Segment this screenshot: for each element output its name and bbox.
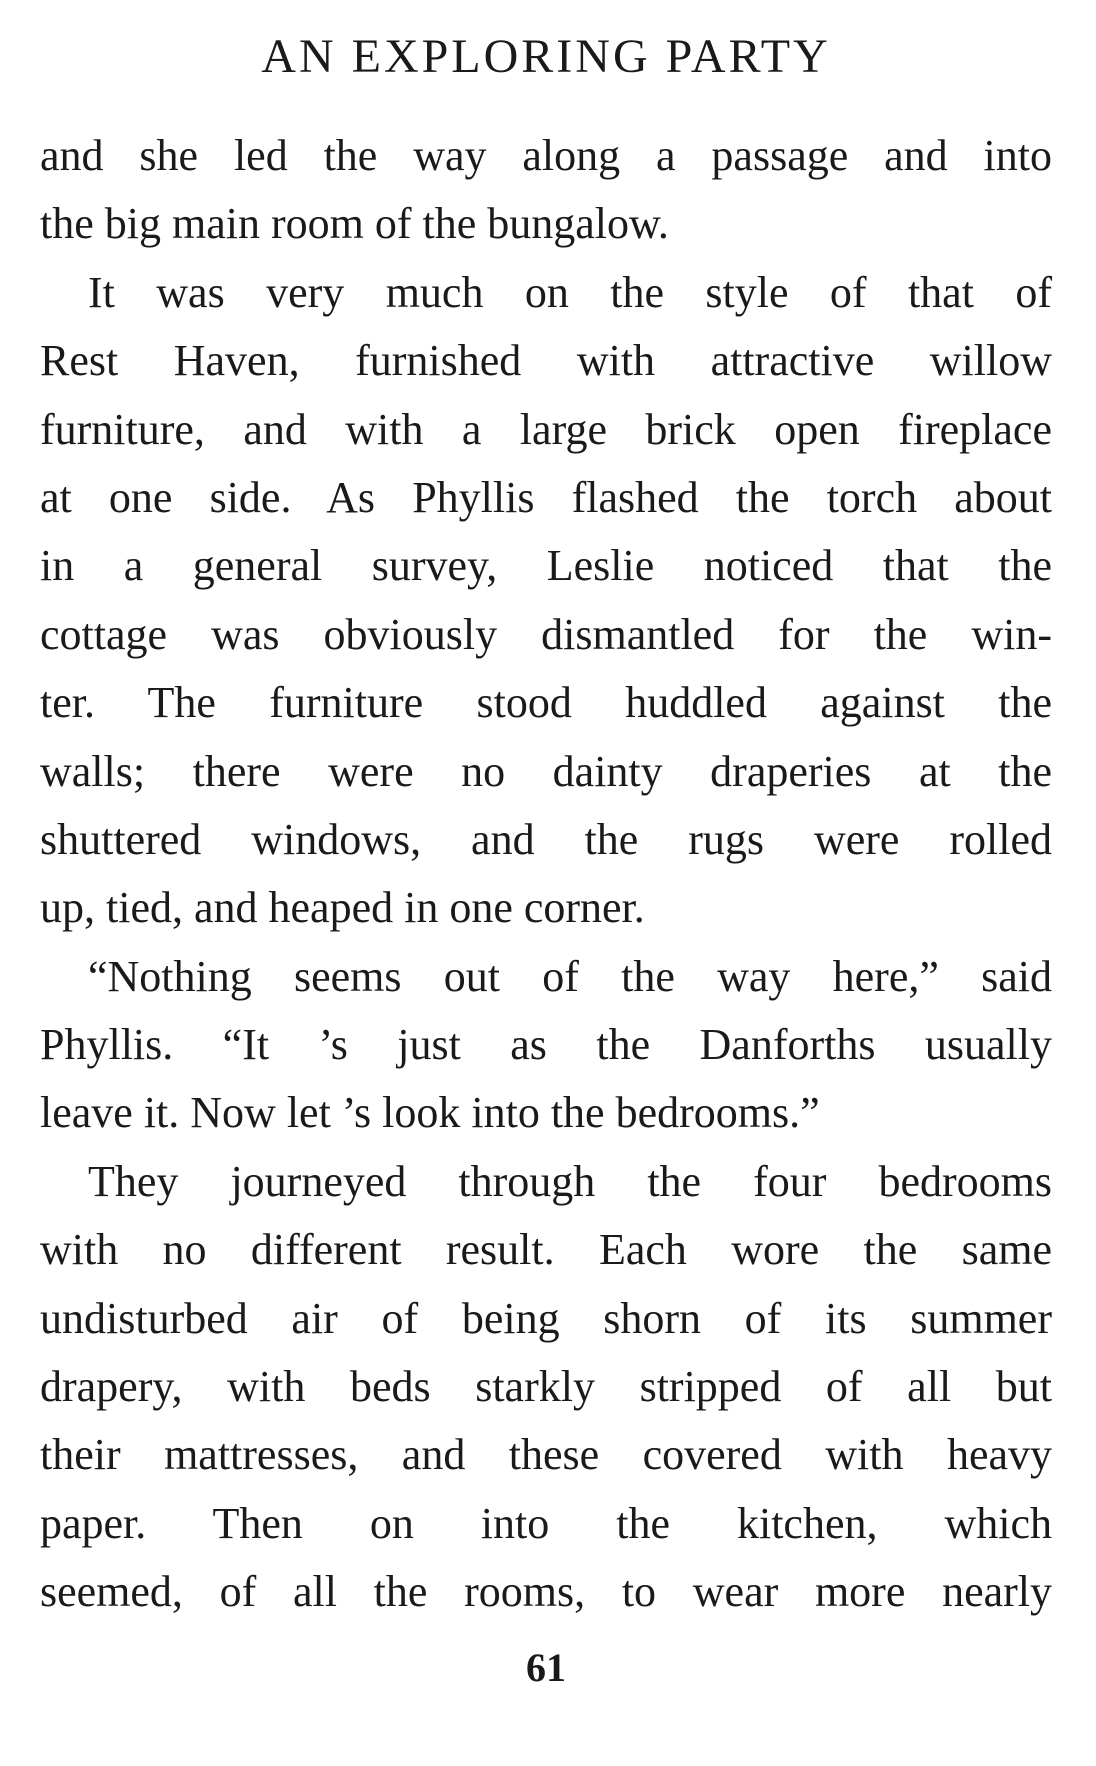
text-line: furniture, and with a large brick open fireplace <box>40 404 1052 454</box>
text-line: Rest Haven, furnished with attractive willow <box>40 336 1052 386</box>
text-line: leave it. Now let ’s look into the bedrooms.” <box>40 1088 820 1138</box>
text-line: in a general survey, Leslie noticed that the <box>40 541 1052 591</box>
text-line: shuttered windows, and the rugs were rolled <box>40 814 1052 864</box>
text-line: with no different result. Each wore the same <box>40 1225 1052 1275</box>
book-page <box>40 0 1052 1766</box>
body-text <box>40 122 1052 1627</box>
text-line: and she led the way along a passage and into <box>40 131 1052 180</box>
text-line: It was very much on the style of that of <box>88 267 1052 317</box>
running-head: AN EXPLORING PARTY <box>261 30 831 83</box>
text-line: “Nothing seems out of the way here,” said <box>88 951 1052 1001</box>
text-line: They journeyed through the four bedrooms <box>88 1156 1052 1206</box>
text-line: cottage was obviously dismantled for the win- <box>40 609 1052 659</box>
text-line: seemed, of all the rooms, to wear more nearly <box>40 1567 1052 1617</box>
text-line: paper. Then on into the kitchen, which <box>40 1498 1052 1548</box>
text-line: their mattresses, and these covered with heavy <box>40 1430 1052 1480</box>
text-line: drapery, with beds starkly stripped of all but <box>40 1362 1052 1412</box>
text-line: Phyllis. “It ’s just as the Danforths usually <box>40 1020 1052 1070</box>
text-line: ter. The furniture stood huddled against the <box>40 678 1052 728</box>
text-line: undisturbed air of being shorn of its summer <box>40 1293 1052 1343</box>
text-line: the big main room of the bungalow. <box>40 199 669 249</box>
page-number: 61 <box>526 1645 566 1690</box>
text-line: up, tied, and heaped in one corner. <box>40 883 645 933</box>
text-line: walls; there were no dainty draperies at the <box>40 746 1052 796</box>
text-line: at one side. As Phyllis flashed the torch about <box>40 472 1052 522</box>
